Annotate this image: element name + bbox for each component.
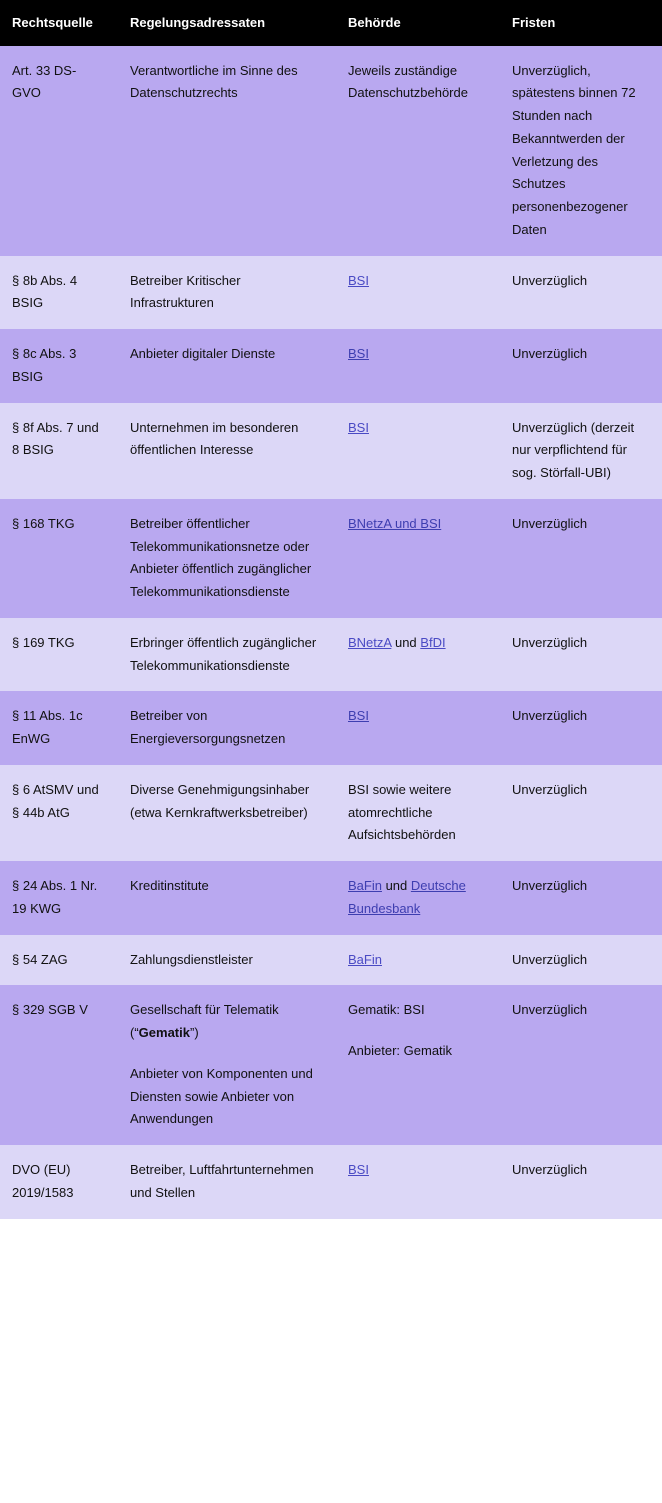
column-header-rechtsquelle: Rechtsquelle bbox=[0, 0, 118, 46]
cell-fristen: Unverzüglich bbox=[500, 935, 662, 986]
table-row bbox=[0, 618, 662, 692]
agency-link-bafin[interactable]: BaFin bbox=[348, 878, 382, 894]
cell-regelungsadressaten: Betreiber von Energieversorgungsnetzen bbox=[118, 691, 336, 765]
agency-link-bsi[interactable]: BSI bbox=[348, 1162, 369, 1178]
cell-rechtsquelle: § 11 Abs. 1c EnWG bbox=[0, 691, 118, 765]
cell-behoerde bbox=[336, 499, 500, 618]
cell-behoerde bbox=[336, 403, 500, 499]
cell-behoerde bbox=[336, 1145, 500, 1219]
cell-regelungsadressaten: Verantwortliche im Sinne des Datenschutzrechts bbox=[118, 46, 336, 256]
cell-rechtsquelle: Art. 33 DS-GVO bbox=[0, 46, 118, 256]
agency-separator: und bbox=[391, 634, 421, 650]
column-header-behoerde: Behörde bbox=[336, 0, 500, 46]
cell-rechtsquelle: § 8c Abs. 3 BSIG bbox=[0, 329, 118, 403]
cell-rechtsquelle: § 6 AtSMV und § 44b AtG bbox=[0, 765, 118, 861]
table-row bbox=[0, 985, 662, 1145]
cell-rechtsquelle: § 168 TKG bbox=[0, 499, 118, 618]
adressaten-text-bold: Gematik bbox=[138, 1025, 190, 1041]
cell-fristen: Unverzüglich bbox=[500, 691, 662, 765]
cell-fristen: Unverzüglich bbox=[500, 861, 662, 935]
cell-rechtsquelle: DVO (EU) 2019/1583 bbox=[0, 1145, 118, 1219]
table-row bbox=[0, 861, 662, 935]
behoerde-paragraph-2: Anbieter: Gematik bbox=[348, 1043, 453, 1059]
cell-fristen: Unverzüglich bbox=[500, 499, 662, 618]
agency-link-bsi[interactable]: BSI bbox=[348, 272, 369, 288]
table-row bbox=[0, 46, 662, 256]
adressaten-text-post: ”) bbox=[189, 1025, 199, 1041]
agency-separator: und bbox=[381, 878, 411, 894]
cell-fristen: Unverzüglich (derzeit nur verpflichtend für sog. Störfall-UBI) bbox=[500, 403, 662, 499]
agency-link-bnetza-bsi[interactable]: BNetzA und BSI bbox=[348, 515, 442, 531]
agency-link-bfdi[interactable]: BfDI bbox=[420, 634, 446, 650]
cell-behoerde bbox=[336, 329, 500, 403]
agency-link-deutsche-bundesbank[interactable]: Deutsche Bundesbank bbox=[348, 878, 466, 916]
table-row bbox=[0, 329, 662, 403]
cell-behoerde bbox=[336, 935, 500, 986]
table-row bbox=[0, 691, 662, 765]
cell-fristen: Unverzüglich bbox=[500, 618, 662, 692]
cell-rechtsquelle: § 169 TKG bbox=[0, 618, 118, 692]
cell-behoerde bbox=[336, 691, 500, 765]
table-row bbox=[0, 403, 662, 499]
cell-regelungsadressaten: Betreiber öffentlicher Telekommunikationsnetze oder Anbieter öffentlich zugänglicher Telekommunikationsdienste bbox=[118, 499, 336, 618]
cell-behoerde bbox=[336, 618, 500, 692]
cell-rechtsquelle: § 8b Abs. 4 BSIG bbox=[0, 256, 118, 330]
table-row bbox=[0, 256, 662, 330]
cell-fristen: Unverzüglich bbox=[500, 985, 662, 1145]
cell-regelungsadressaten: Kreditinstitute bbox=[118, 861, 336, 935]
adressaten-text-pre: Gesellschaft für Telematik (“ bbox=[130, 1002, 279, 1041]
cell-regelungsadressaten: Erbringer öffentlich zugänglicher Telekommunikationsdienste bbox=[118, 618, 336, 692]
cell-rechtsquelle: § 54 ZAG bbox=[0, 935, 118, 986]
cell-regelungsadressaten: Unternehmen im besonderen öffentlichen Interesse bbox=[118, 403, 336, 499]
table-row bbox=[0, 765, 662, 861]
agency-link-bsi[interactable]: BSI bbox=[348, 708, 369, 724]
table-row bbox=[0, 935, 662, 986]
cell-rechtsquelle: § 8f Abs. 7 und 8 BSIG bbox=[0, 403, 118, 499]
table-header-row bbox=[0, 0, 662, 46]
cell-fristen: Unverzüglich bbox=[500, 329, 662, 403]
cell-regelungsadressaten: Zahlungsdienstleister bbox=[118, 935, 336, 986]
column-header-regelungsadressaten: Regelungsadressaten bbox=[118, 0, 336, 46]
cell-behoerde: BSI sowie weitere atomrechtliche Aufsichtsbehörden bbox=[336, 765, 500, 861]
cell-regelungsadressaten: Diverse Genehmigungsinhaber (etwa Kernkraftwerksbetreiber) bbox=[118, 765, 336, 861]
cell-behoerde bbox=[336, 985, 500, 1145]
cell-rechtsquelle: § 329 SGB V bbox=[0, 985, 118, 1145]
cell-fristen: Unverzüglich bbox=[500, 1145, 662, 1219]
cell-regelungsadressaten bbox=[118, 985, 336, 1145]
cell-regelungsadressaten: Anbieter digitaler Dienste bbox=[118, 329, 336, 403]
behoerde-paragraph-1: Gematik: BSI bbox=[348, 1002, 425, 1018]
cell-fristen: Unverzüglich bbox=[500, 256, 662, 330]
cell-fristen: Unverzüglich, spätestens binnen 72 Stunden nach Bekanntwerden der Verletzung des Schutzes personenbezogener Daten bbox=[500, 46, 662, 256]
cell-behoerde bbox=[336, 256, 500, 330]
agency-link-bnetza[interactable]: BNetzA bbox=[348, 634, 392, 650]
cell-fristen: Unverzüglich bbox=[500, 765, 662, 861]
agency-link-bafin[interactable]: BaFin bbox=[348, 951, 382, 967]
adressaten-paragraph-1 bbox=[130, 999, 322, 1045]
cell-regelungsadressaten: Betreiber Kritischer Infrastrukturen bbox=[118, 256, 336, 330]
cell-behoerde bbox=[336, 861, 500, 935]
table-row bbox=[0, 1145, 662, 1219]
agency-link-bsi[interactable]: BSI bbox=[348, 419, 369, 435]
table-row bbox=[0, 499, 662, 618]
cell-regelungsadressaten: Betreiber, Luftfahrtunternehmen und Stellen bbox=[118, 1145, 336, 1219]
cell-rechtsquelle: § 24 Abs. 1 Nr. 19 KWG bbox=[0, 861, 118, 935]
adressaten-paragraph-2: Anbieter von Komponenten und Diensten sowie Anbieter von Anwendungen bbox=[130, 1065, 313, 1127]
agency-link-bsi[interactable]: BSI bbox=[348, 346, 369, 362]
cell-behoerde: Jeweils zuständige Datenschutzbehörde bbox=[336, 46, 500, 256]
column-header-fristen: Fristen bbox=[500, 0, 662, 46]
